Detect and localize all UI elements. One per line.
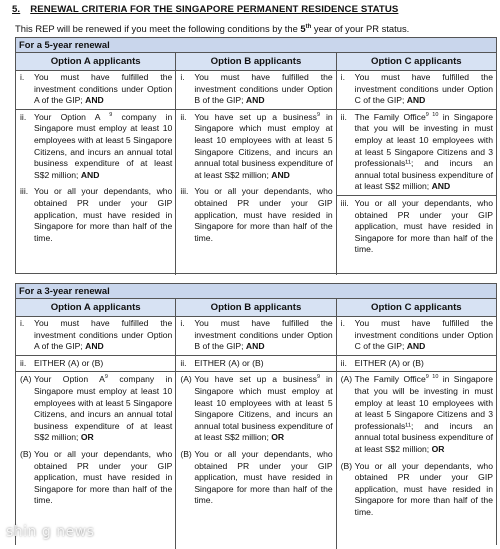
option-a-column bbox=[16, 317, 176, 549]
divider bbox=[337, 109, 496, 110]
list-item: ii. The Family Office$^{9 10}$ in Singapore that you will be investing in must employ at least 10 employees with at least 5 Singapore Citizens and 3 professionals¹¹; and incurs an annual total business expenditure of at least S$2 million; AND bbox=[340, 111, 493, 192]
divider bbox=[16, 109, 175, 110]
divider bbox=[16, 371, 175, 372]
list-item: (B) You or all your dependants, who obtained PR under your GIP application, must have resided in Singapore for more than half of the time. bbox=[20, 448, 173, 506]
divider bbox=[176, 371, 335, 372]
divider bbox=[337, 195, 496, 196]
column-header-option-b: Option B applicants bbox=[176, 299, 336, 316]
list-item: i. You must have fulfilled the investment conditions under Option C of the GIP; AND bbox=[340, 72, 493, 106]
list-item: i. You must have fulfilled the investment conditions under Option B of the GIP; AND bbox=[180, 318, 333, 352]
list-item: iii. You or all your dependants, who obtained PR under your GIP application, must have resided in Singapore for more than half of the time. bbox=[180, 186, 333, 243]
divider bbox=[337, 371, 496, 372]
column-header-option-a: Option A applicants bbox=[16, 53, 176, 70]
list-item: ii. You have set up a business$^9$ in Singapore which must employ at least 10 employees with at least 5 Singapore Citizens, and incurs an annual total business expenditure of at least S$2 million; AND bbox=[180, 111, 333, 180]
option-c-column bbox=[337, 71, 496, 275]
option-c-column bbox=[337, 317, 496, 549]
column-header-option-a: Option A applicants bbox=[16, 299, 176, 316]
divider bbox=[337, 355, 496, 356]
list-item: i. You must have fulfilled the investment conditions under Option B of the GIP; AND bbox=[180, 72, 333, 106]
table-header: For a 5-year renewal bbox=[16, 38, 496, 53]
column-header-option-c: Option C applicants bbox=[337, 299, 496, 316]
list-item: i. You must have fulfilled the investment conditions under Option A of the GIP; AND bbox=[20, 72, 173, 106]
section-title: RENEWAL CRITERIA FOR THE SINGAPORE PERMANENT RESIDENCE STATUS bbox=[30, 4, 399, 15]
list-item: i. You must have fulfilled the investment conditions under Option C of the GIP; AND bbox=[340, 318, 493, 352]
divider bbox=[176, 355, 335, 356]
list-item: iii. You or all your dependants, who obtained PR under your GIP application, must have resided in Singapore for more than half of the time. bbox=[340, 197, 493, 255]
list-item: ii. EITHER (A) or (B) bbox=[180, 357, 264, 368]
list-item: (A) You have set up a business$^9$ in Singapore which must employ at least 10 employees with at least 5 Singapore Citizens, and incurs an annual total business expenditure of at least S$2 million; OR bbox=[180, 374, 333, 443]
three-year-renewal-table bbox=[15, 283, 497, 545]
list-item: (A) Your Option $A^9$ company in Singapore must employ at least 10 employees with at least 5 Singapore Citizens, and incurs an annual total business expenditure of at least S$2 million; OR bbox=[20, 374, 173, 443]
table-header: For a 3-year renewal bbox=[16, 284, 496, 299]
list-item: (B) You or all your dependants, who obtained PR under your GIP application, must have resided in Singapore for more than half of the time. bbox=[180, 448, 333, 506]
section-number: 5. bbox=[12, 4, 21, 15]
column-header-option-c: Option C applicants bbox=[337, 53, 496, 70]
divider bbox=[16, 355, 175, 356]
option-a-column bbox=[16, 71, 176, 275]
list-item: ii. EITHER (A) or (B) bbox=[340, 357, 424, 368]
list-item: iii. You or all your dependants, who obtained PR under your GIP application, must have resided in Singapore for more than half of the time. bbox=[20, 186, 173, 243]
five-year-renewal-table bbox=[15, 37, 497, 274]
watermark: shin g news bbox=[6, 524, 95, 540]
list-item: ii. Your Option A $^9$ company in Singapore must employ at least 10 employees with at least 5 Singapore Citizens, and incurs an annual total business expenditure of at least S$2 million; AND bbox=[20, 111, 173, 180]
table-body bbox=[16, 71, 496, 275]
column-header-row bbox=[16, 53, 496, 71]
option-b-column bbox=[176, 317, 336, 549]
intro-paragraph: This REP will be renewed if you meet the following conditions by the 5th year of your PR status. bbox=[15, 23, 410, 34]
divider bbox=[176, 109, 335, 110]
table-body bbox=[16, 317, 496, 549]
list-item: (B) You or all your dependants, who obtained PR under your GIP application, must have resided in Singapore for more than half of the time. bbox=[340, 460, 493, 517]
list-item: ii. EITHER (A) or (B) bbox=[20, 357, 104, 368]
option-b-column bbox=[176, 71, 336, 275]
list-item: (A) The Family Office$^{9 10}$ in Singapore that you will be investing in must employ at least 10 employees with at least 5 Singapore Citizens and 3 professionals¹¹; and incurs an annual total business expenditure of at least S$2 million; OR bbox=[340, 374, 493, 454]
column-header-option-b: Option B applicants bbox=[176, 53, 336, 70]
column-header-row bbox=[16, 299, 496, 317]
section-heading bbox=[12, 4, 492, 15]
list-item: i. You must have fulfilled the investment conditions under Option A of the GIP; AND bbox=[20, 318, 173, 352]
